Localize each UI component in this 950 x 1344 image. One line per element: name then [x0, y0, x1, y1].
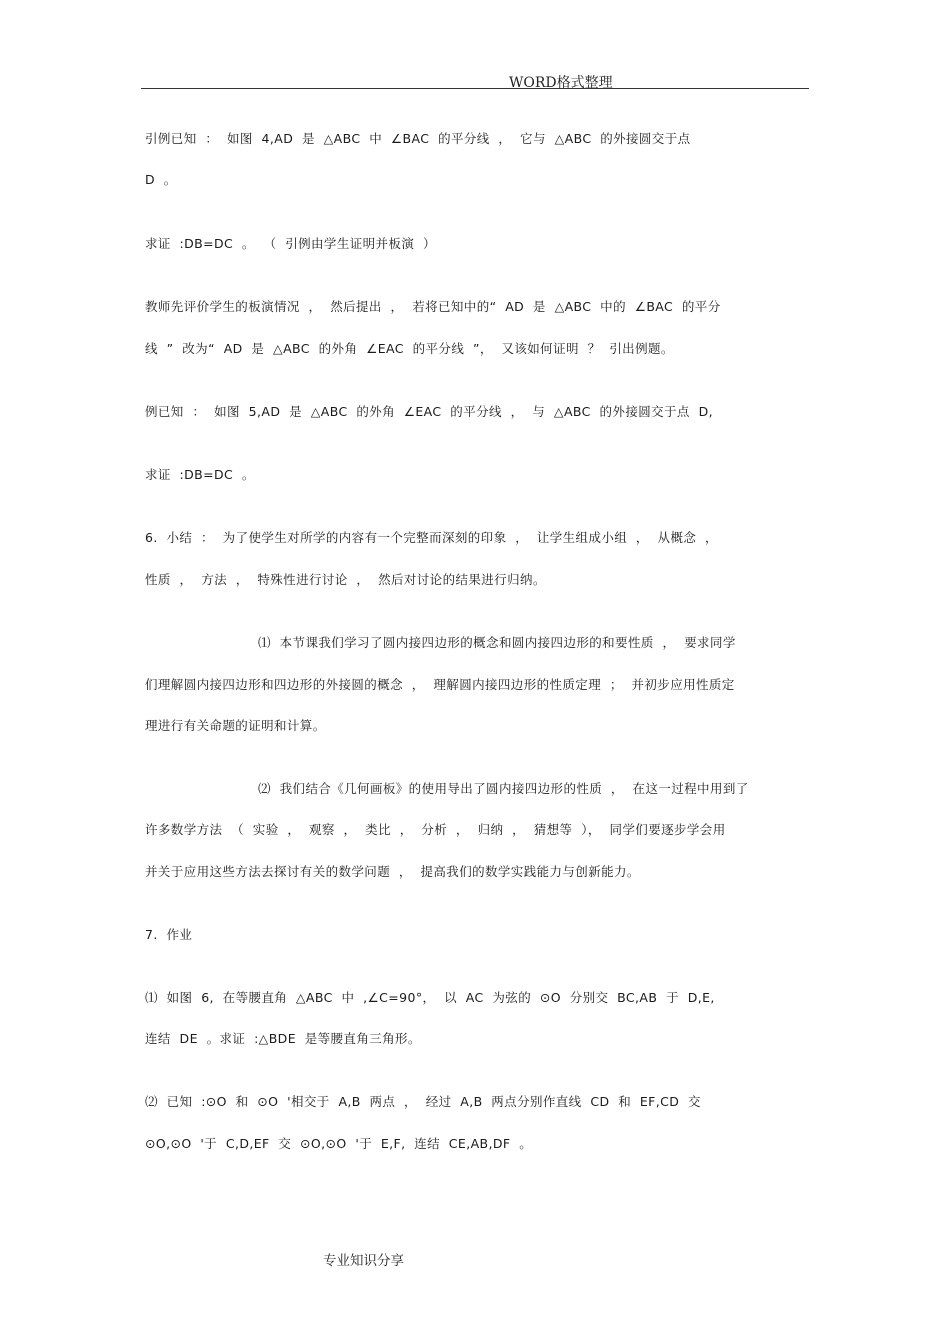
text-line: 7. 作业: [145, 927, 193, 942]
text-line: D 。: [145, 172, 177, 187]
text-line: 例已知 ： 如图 5,AD 是 △ABC 的外角 ∠EAC 的平分线 ， 与 △ABC 的外接圆交于点 D,: [145, 404, 713, 419]
text-line: 引例已知 ： 如图 4,AD 是 △ABC 中 ∠BAC 的平分线 ， 它与 △ABC 的外接圆交于点: [145, 131, 691, 146]
text-line: ⑵ 已知 :⊙O 和 ⊙O '相交于 A,B 两点 ， 经过 A,B 两点分别作直线 CD 和 EF,CD 交: [145, 1094, 701, 1109]
text-line: 教师先评价学生的板演情况 ， 然后提出 ， 若将已知中的“ AD 是 △ABC 中的 ∠BAC 的平分: [145, 299, 721, 314]
text-line: 们理解圆内接四边形和四边形的外接圆的概念 ， 理解圆内接四边形的性质定理 ； 并初步应用性质定: [145, 677, 735, 692]
text-line: 连结 DE 。求证 :△BDE 是等腰直角三角形。: [145, 1031, 421, 1046]
text-line: 性质 ， 方法 ， 特殊性进行讨论 ， 然后对讨论的结果进行归纳。: [145, 572, 546, 587]
text-line: 求证 :DB=DC 。 （ 引例由学生证明并板演 ）: [145, 236, 436, 251]
text-line: ⑵ 我们结合《几何画板》的使用导出了圆内接四边形的性质 ， 在这一过程中用到了: [258, 781, 749, 796]
text-line: 求证 :DB=DC 。: [145, 467, 255, 482]
text-line: 许多数学方法 （ 实验 ， 观察 ， 类比 ， 分析 ， 归纳 ， 猜想等 ）， 同学们要逐步学会用: [145, 822, 726, 837]
text-line: 并关于应用这些方法去探讨有关的数学问题 ， 提高我们的数学实践能力与创新能力。: [145, 864, 640, 879]
text-line: ⑴ 本节课我们学习了圆内接四边形的概念和圆内接四边形的和要性质 ， 要求同学: [258, 635, 736, 650]
header-title: WORD格式整理: [509, 75, 613, 91]
header-rule: [141, 88, 809, 89]
page-footer: 专业知识分享: [323, 1253, 404, 1269]
text-line: ⑴ 如图 6, 在等腰直角 △ABC 中 ,∠C=90°， 以 AC 为弦的 ⊙O 分别交 BC,AB 于 D,E,: [145, 990, 715, 1005]
text-line: 6. 小结 ： 为了使学生对所学的内容有一个完整而深刻的印象 ， 让学生组成小组 ， 从概念 ，: [145, 530, 718, 545]
text-line: 线 ” 改为“ AD 是 △ABC 的外角 ∠EAC 的平分线 ”， 又该如何证明 ？ 引出例题。: [145, 341, 674, 356]
text-line: ⊙O,⊙O '于 C,D,EF 交 ⊙O,⊙O '于 E,F, 连结 CE,AB,DF 。: [145, 1136, 533, 1151]
text-line: 理进行有关命题的证明和计算。: [145, 718, 326, 733]
